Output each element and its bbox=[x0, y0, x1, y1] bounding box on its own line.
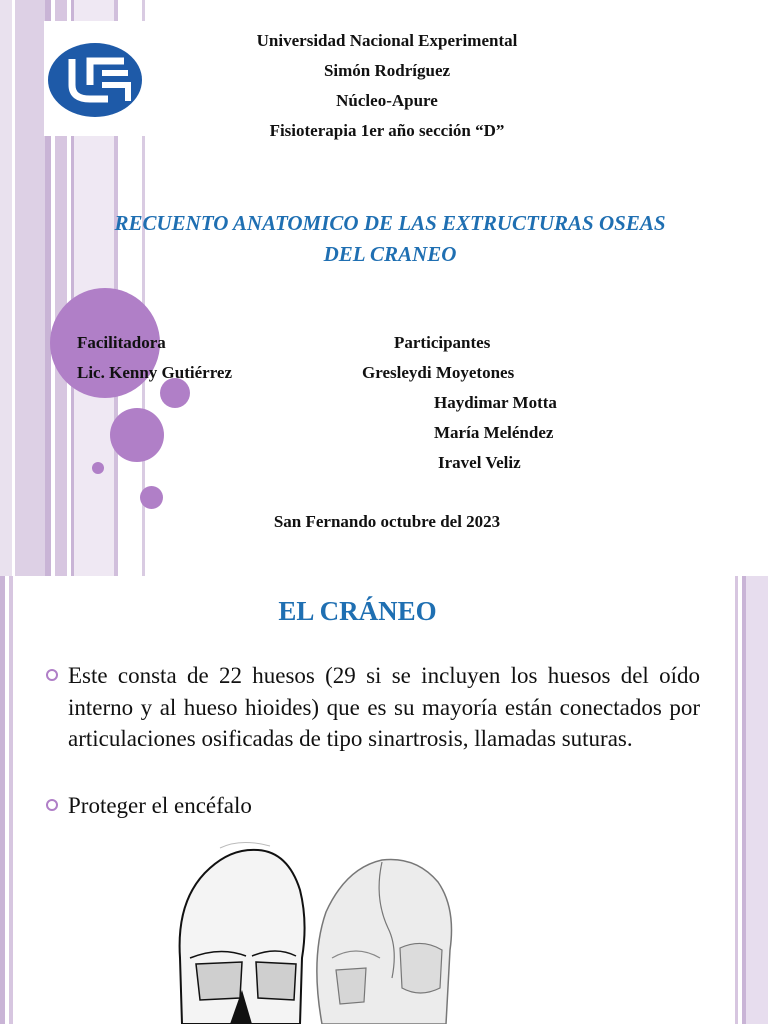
bullet-item bbox=[46, 660, 700, 755]
unesr-logo-icon bbox=[44, 21, 150, 136]
facilitator-name: Lic. Kenny Gutiérrez bbox=[77, 363, 233, 382]
presentation-title bbox=[60, 208, 720, 270]
bullet-text: Proteger el encéfalo bbox=[68, 793, 252, 818]
skull-front-icon bbox=[180, 842, 305, 1024]
facilitator-heading: Facilitadora bbox=[77, 333, 166, 352]
university-name-2: Simón Rodríguez bbox=[323, 61, 451, 80]
title-line: DEL CRANEO bbox=[323, 242, 457, 266]
participant-name: Gresleydi Moyetones bbox=[362, 363, 515, 382]
participant-name: María Meléndez bbox=[434, 423, 554, 442]
decor-circle bbox=[110, 408, 164, 462]
decor-circle bbox=[140, 486, 163, 509]
skull-illustrations bbox=[160, 838, 460, 1024]
university-logo bbox=[44, 21, 150, 136]
decor-stripe bbox=[9, 576, 13, 1024]
decor-circle-small bbox=[92, 462, 104, 474]
course-section: Fisioterapia 1er año sección “D” bbox=[269, 121, 505, 140]
title-line: RECUENTO ANATOMICO DE LAS EXTRUCTURAS OSEAS bbox=[114, 211, 666, 235]
bullet-icon bbox=[46, 669, 58, 681]
slide-title: EL CRÁNEO bbox=[278, 596, 437, 626]
skull-side-icon bbox=[317, 859, 452, 1024]
decor-stripe bbox=[0, 0, 12, 576]
decor-stripe bbox=[15, 0, 45, 576]
participant-name: Iravel Veliz bbox=[438, 453, 521, 472]
participants-heading: Participantes bbox=[394, 333, 491, 352]
place-date: San Fernando octubre del 2023 bbox=[273, 512, 501, 531]
campus-name: Núcleo-Apure bbox=[336, 91, 438, 110]
bullet-text: Este consta de 22 huesos (29 si se incluyen los huesos del oído interno y al hueso hioides) que es su mayoría están conectados por articulaciones osificadas de tipo sinartrosis, llamadas suturas. bbox=[68, 663, 700, 751]
decor-stripe bbox=[746, 576, 768, 1024]
university-name: Universidad Nacional Experimental bbox=[256, 31, 518, 50]
bullet-item bbox=[46, 790, 700, 822]
participant-name: Haydimar Motta bbox=[434, 393, 557, 412]
bullet-icon bbox=[46, 799, 58, 811]
slide-craneo bbox=[0, 576, 768, 1024]
